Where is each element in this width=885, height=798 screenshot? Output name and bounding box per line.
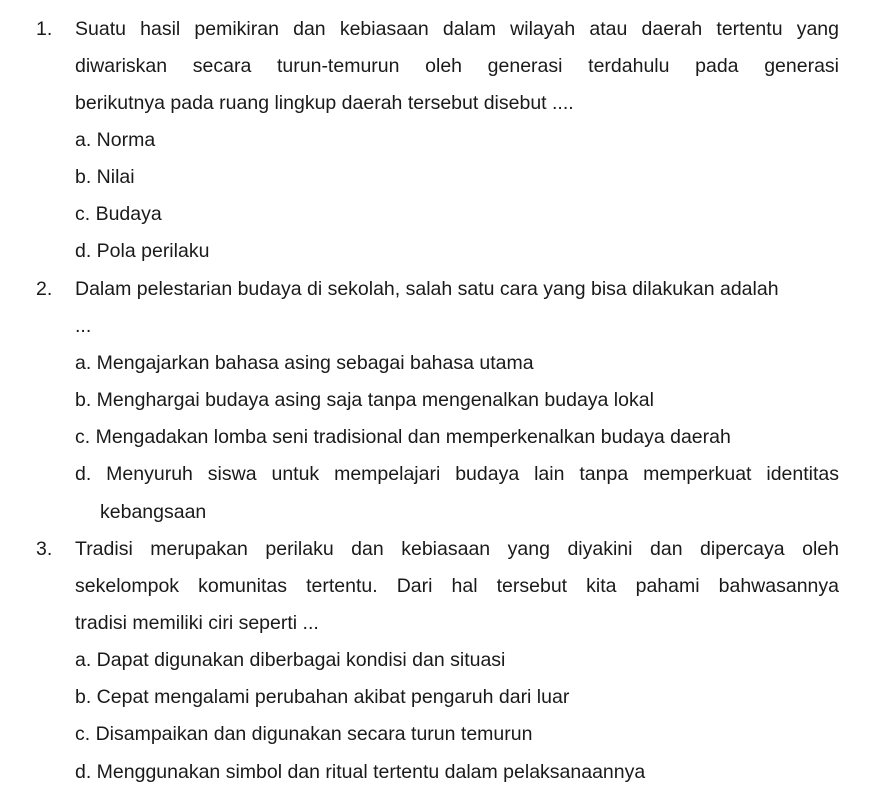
question-3-option-c: c. Disampaikan dan digunakan secara turun temurun xyxy=(75,723,533,745)
question-1-stem-line: berikutnya pada ruang lingkup daerah tersebut disebut .... xyxy=(75,92,574,114)
question-3-stem-line: tradisi memiliki ciri seperti ... xyxy=(75,612,319,634)
question-1-stem-line: Suatu hasil pemikiran dan kebiasaan dalam wilayah atau daerah tertentu yang xyxy=(75,18,839,40)
question-1-stem xyxy=(75,17,839,128)
question-2-number: 2. xyxy=(36,278,53,300)
question-1-option-b: b. Nilai xyxy=(75,166,135,188)
question-2-option-b: b. Menghargai budaya asing saja tanpa mengenalkan budaya lokal xyxy=(75,389,654,411)
question-1-option-d: d. Pola perilaku xyxy=(75,240,210,262)
question-3-number: 3. xyxy=(36,538,53,560)
question-3-option-d: d. Menggunakan simbol dan ritual tertentu dalam pelaksanaannya xyxy=(75,761,646,783)
question-3-option-a: a. Dapat digunakan diberbagai kondisi dan situasi xyxy=(75,649,506,671)
question-2-option-d-continuation: kebangsaan xyxy=(100,501,207,523)
question-2-stem xyxy=(75,277,839,351)
question-2-option-d: d. Menyuruh siswa untuk mempelajari budaya lain tanpa memperkuat identitas xyxy=(75,463,839,485)
question-1-number: 1. xyxy=(36,18,53,40)
question-2-stem-line: Dalam pelestarian budaya di sekolah, salah satu cara yang bisa dilakukan adalah xyxy=(75,278,779,300)
question-2-option-a: a. Mengajarkan bahasa asing sebagai bahasa utama xyxy=(75,352,534,374)
question-3-stem-line: sekelompok komunitas tertentu. Dari hal tersebut kita pahami bahwasannya xyxy=(75,575,839,597)
question-3-option-b: b. Cepat mengalami perubahan akibat pengaruh dari luar xyxy=(75,686,570,708)
question-3-stem-line: Tradisi merupakan perilaku dan kebiasaan yang diyakini dan dipercaya oleh xyxy=(75,538,839,560)
question-3-stem xyxy=(75,537,839,648)
question-1-option-a: a. Norma xyxy=(75,129,156,151)
question-1-option-c: c. Budaya xyxy=(75,203,162,225)
question-2-option-c: c. Mengadakan lomba seni tradisional dan memperkenalkan budaya daerah xyxy=(75,426,731,448)
question-2-stem-line: ... xyxy=(75,315,92,337)
question-1-stem-line: diwariskan secara turun-temurun oleh generasi terdahulu pada generasi xyxy=(75,55,839,77)
